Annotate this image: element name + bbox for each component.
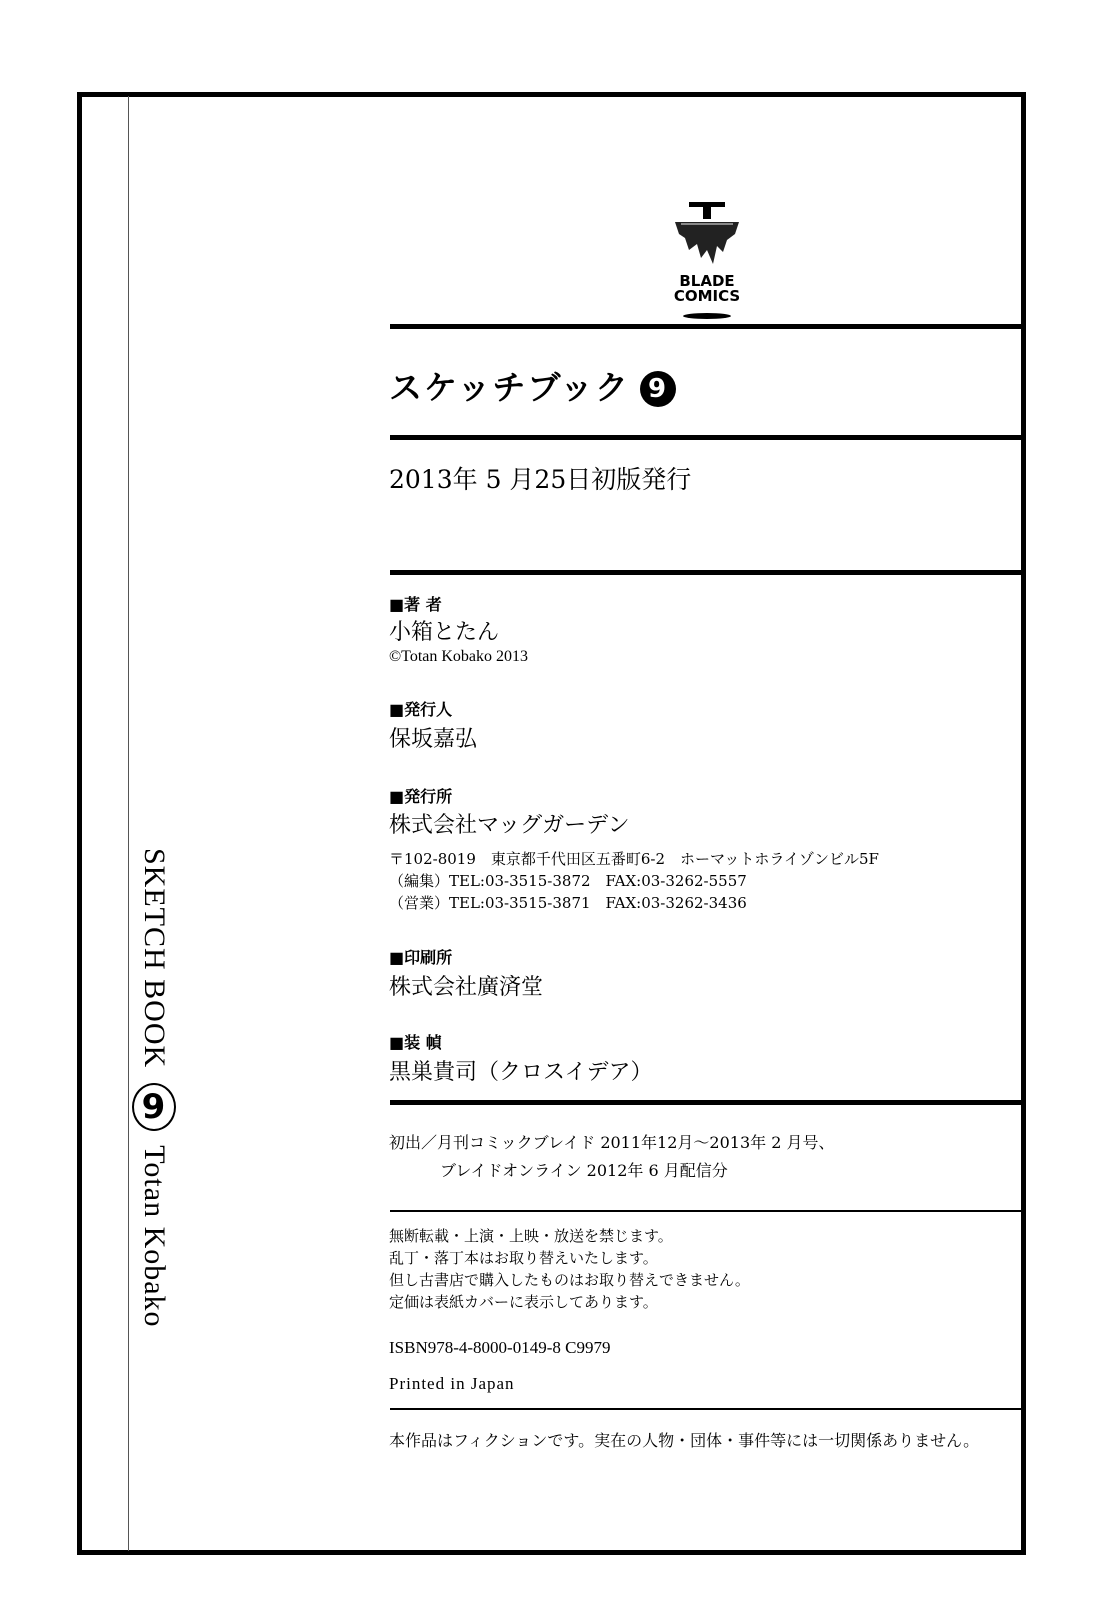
design-heading: ■装 幀 bbox=[389, 1033, 442, 1052]
drip-emblem-icon bbox=[665, 200, 749, 270]
first-publication-line1: 初出／月刊コミックブレイド 2011年12月～2013年 2 月号、 bbox=[389, 1133, 835, 1152]
rule-notices bbox=[390, 1408, 1026, 1410]
publisher-person-heading: ■発行人 bbox=[389, 700, 453, 719]
book-title-text: スケッチブック bbox=[389, 368, 631, 407]
spine-text bbox=[132, 848, 176, 1328]
publication-date: 2013年 5 月25日初版発行 bbox=[389, 465, 692, 494]
notice-line4: 定価は表紙カバーに表示してあります。 bbox=[389, 1293, 658, 1311]
printer-name: 株式会社廣済堂 bbox=[389, 975, 544, 1000]
logo-text-comics: COMICS bbox=[673, 287, 741, 305]
tel-sales: （営業）TEL:03-3515-3871 FAX:03-3262-3436 bbox=[389, 894, 747, 912]
printer-heading: ■印刷所 bbox=[389, 948, 453, 967]
publisher-name: 株式会社マッグガーデン bbox=[389, 813, 630, 838]
publisher-person: 保坂嘉弘 bbox=[389, 727, 478, 752]
tel-editorial: （編集）TEL:03-3515-3872 FAX:03-3262-5557 bbox=[389, 872, 747, 890]
notice-line1: 無断転載・上演・上映・放送を禁じます。 bbox=[389, 1227, 673, 1245]
copyright: ©Totan Kobako 2013 bbox=[389, 648, 529, 665]
spine-author: Totan Kobako bbox=[138, 1145, 171, 1328]
rule-credits bbox=[390, 1100, 1026, 1105]
rule-first-pub bbox=[390, 1210, 1026, 1212]
fiction-disclaimer: 本作品はフィクションです。実在の人物・団体・事件等には一切関係ありません。 bbox=[389, 1431, 980, 1450]
spine-title: SKETCH BOOK bbox=[138, 848, 171, 1069]
logo-underline bbox=[682, 313, 732, 319]
book-volume-badge: 9 bbox=[640, 371, 676, 407]
isbn: ISBN978-4-8000-0149-8 C9979 bbox=[389, 1338, 611, 1357]
notice-line3: 但し古書店で購入したものはお取り替えできません。 bbox=[389, 1271, 750, 1289]
publisher-heading: ■発行所 bbox=[389, 787, 453, 806]
design-name: 黒巣貴司（クロスイデア） bbox=[389, 1060, 653, 1085]
spine-volume-badge: 9 bbox=[132, 1083, 176, 1131]
author-name: 小箱とたん bbox=[389, 620, 500, 645]
notice-line2: 乱丁・落丁本はお取り替えいたします。 bbox=[389, 1249, 658, 1267]
spine-divider bbox=[128, 96, 129, 1551]
logo-text-blade: BLADE bbox=[679, 272, 735, 290]
author-heading: ■著 者 bbox=[389, 595, 442, 614]
first-publication-line2: ブレイドオンライン 2012年 6 月配信分 bbox=[440, 1161, 728, 1180]
printed-in-japan: Printed in Japan bbox=[389, 1374, 515, 1393]
book-title bbox=[389, 362, 676, 409]
blade-comics-logo bbox=[665, 200, 749, 323]
publisher-address: 〒102-8019 東京都千代田区五番町6-2 ホーマットホライゾンビル5F bbox=[389, 850, 879, 868]
rule-date bbox=[390, 570, 1026, 575]
rule-title bbox=[390, 435, 1026, 440]
rule-top bbox=[390, 324, 1026, 329]
